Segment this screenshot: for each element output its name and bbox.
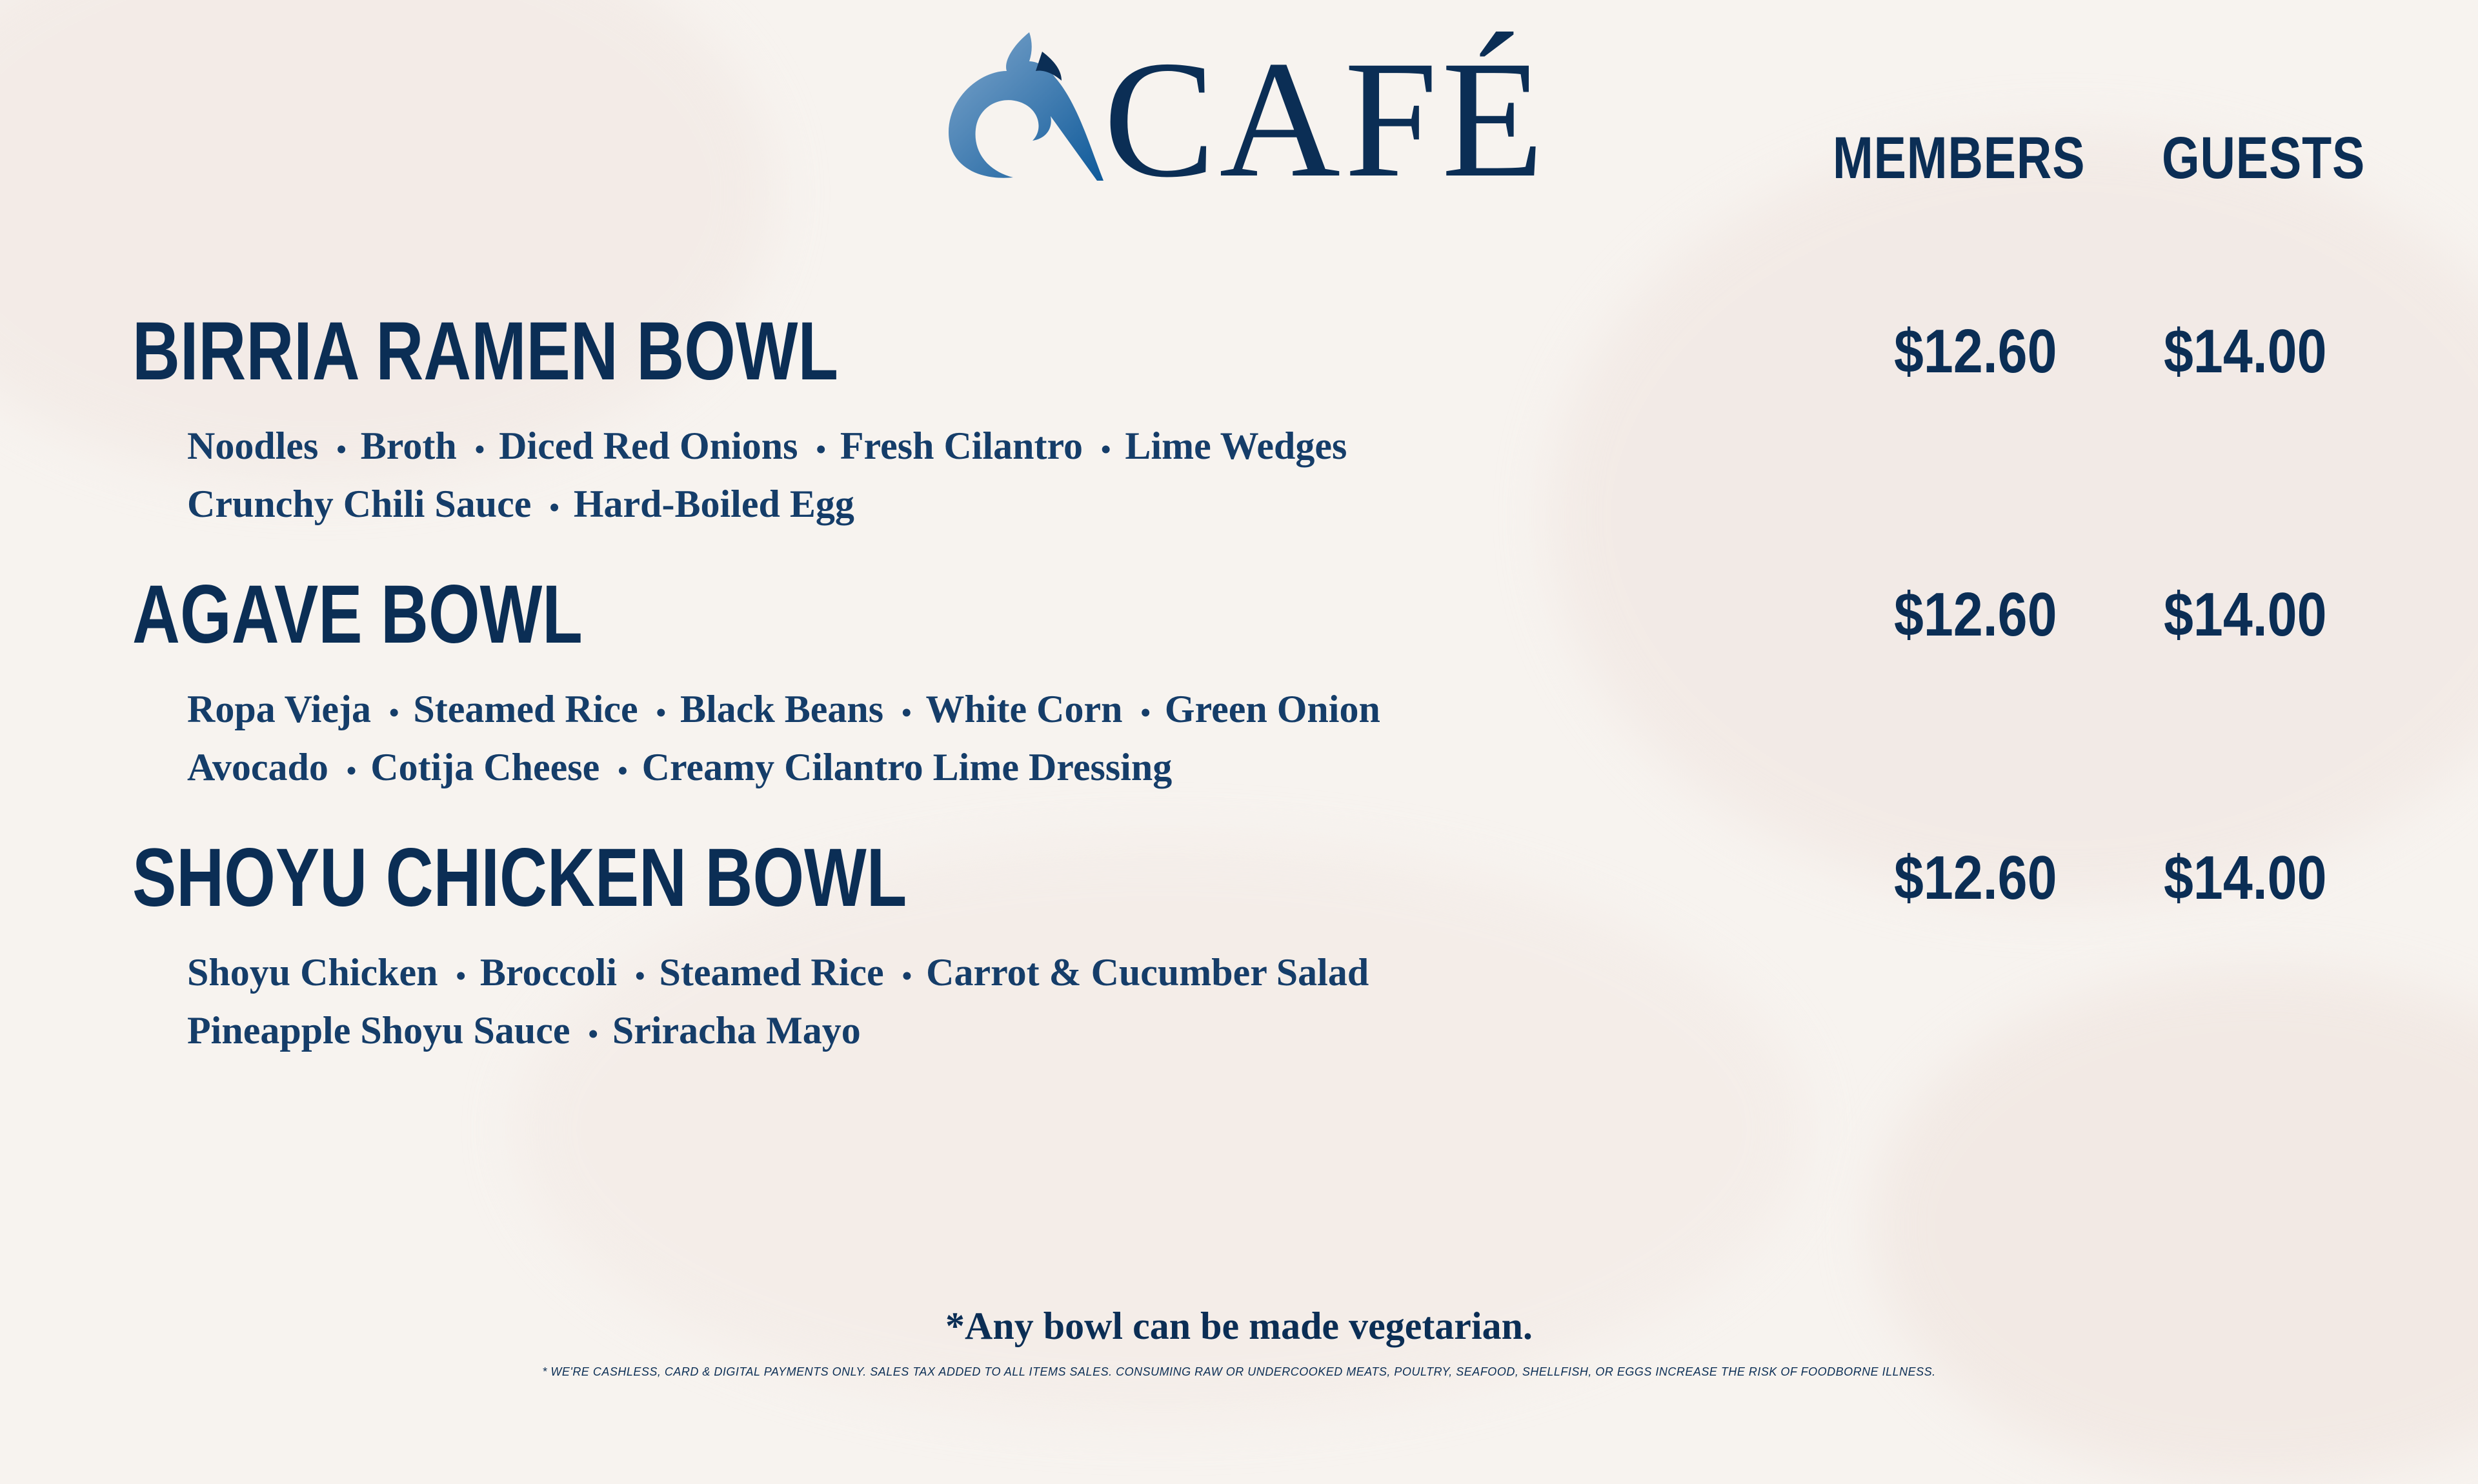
bullet-separator: • xyxy=(346,755,357,787)
background-shape xyxy=(0,0,774,484)
ingredient: Broccoli xyxy=(479,951,618,994)
cafe-logo xyxy=(942,26,1548,212)
ingredients-line xyxy=(187,481,854,531)
ingredient: Steamed Rice xyxy=(659,951,884,994)
bullet-separator: • xyxy=(549,492,559,524)
bullet-separator: • xyxy=(456,960,466,992)
ingredient: Carrot & Cucumber Salad xyxy=(926,951,1369,994)
members-price: $12.60 xyxy=(1894,317,2057,386)
bullet-separator: • xyxy=(336,434,347,466)
background-shape xyxy=(1871,968,2478,1484)
ingredient: Creamy Cilantro Lime Dressing xyxy=(641,746,1173,788)
members-column-header: MEMBERS xyxy=(1833,125,2086,191)
ingredient: Broth xyxy=(360,425,457,467)
ingredient: Sriracha Mayo xyxy=(612,1009,861,1052)
item-name: SHOYU CHICKEN BOWL xyxy=(132,832,907,924)
ingredients-line xyxy=(187,949,1369,999)
guests-column-header: GUESTS xyxy=(2162,125,2366,191)
ingredient: White Corn xyxy=(925,688,1123,730)
ingredient: Pineapple Shoyu Sauce xyxy=(187,1009,570,1052)
ingredient: Shoyu Chicken xyxy=(187,951,438,994)
bullet-separator: • xyxy=(902,960,912,992)
wave-icon xyxy=(942,26,1103,187)
ingredient: Avocado xyxy=(187,746,328,788)
ingredient: Cotija Cheese xyxy=(370,746,600,788)
ingredient: Ropa Vieja xyxy=(187,688,371,730)
guests-price: $14.00 xyxy=(2164,317,2327,386)
ingredient: Black Beans xyxy=(680,688,884,730)
ingredient: Diced Red Onions xyxy=(499,425,798,467)
bullet-separator: • xyxy=(618,755,628,787)
item-name: AGAVE BOWL xyxy=(132,568,583,661)
bullet-separator: • xyxy=(389,697,399,729)
ingredient: Lime Wedges xyxy=(1125,425,1347,467)
ingredients-line xyxy=(187,686,1380,736)
brand-name: CAFÉ xyxy=(1103,26,1548,212)
guests-price: $14.00 xyxy=(2164,580,2327,649)
bullet-separator: • xyxy=(902,697,912,729)
bullet-separator: • xyxy=(1101,434,1111,466)
bullet-separator: • xyxy=(656,697,667,729)
ingredient: Crunchy Chili Sauce xyxy=(187,483,532,525)
legal-fineprint: * WE'RE CASHLESS, CARD & DIGITAL PAYMENTS ONLY. SALES TAX ADDED TO ALL ITEMS SALES. CONSUMING RAW OR UNDERCOOKED MEATS, POULTRY, SEAFOOD, SHELLFISH, OR EGGS INCREASE THE RISK OF FOODBORNE ILLNESS. xyxy=(542,1365,1936,1378)
guests-price: $14.00 xyxy=(2164,843,2327,912)
item-name: BIRRIA RAMEN BOWL xyxy=(132,305,839,397)
ingredient: Noodles xyxy=(187,425,319,467)
ingredient: Steamed Rice xyxy=(413,688,638,730)
bullet-separator: • xyxy=(474,434,485,466)
members-price: $12.60 xyxy=(1894,843,2057,912)
ingredient: Green Onion xyxy=(1164,688,1380,730)
bullet-separator: • xyxy=(635,960,645,992)
ingredients-line xyxy=(187,1007,861,1058)
ingredient: Hard-Boiled Egg xyxy=(573,483,854,525)
ingredients-line xyxy=(187,744,1172,794)
bullet-separator: • xyxy=(588,1018,598,1050)
bullet-separator: • xyxy=(816,434,826,466)
vegetarian-note: *Any bowl can be made vegetarian. xyxy=(945,1305,1533,1347)
ingredient: Fresh Cilantro xyxy=(840,425,1083,467)
members-price: $12.60 xyxy=(1894,580,2057,649)
bullet-separator: • xyxy=(1140,697,1151,729)
background-shape xyxy=(1549,129,2478,903)
ingredients-line xyxy=(187,423,1347,473)
